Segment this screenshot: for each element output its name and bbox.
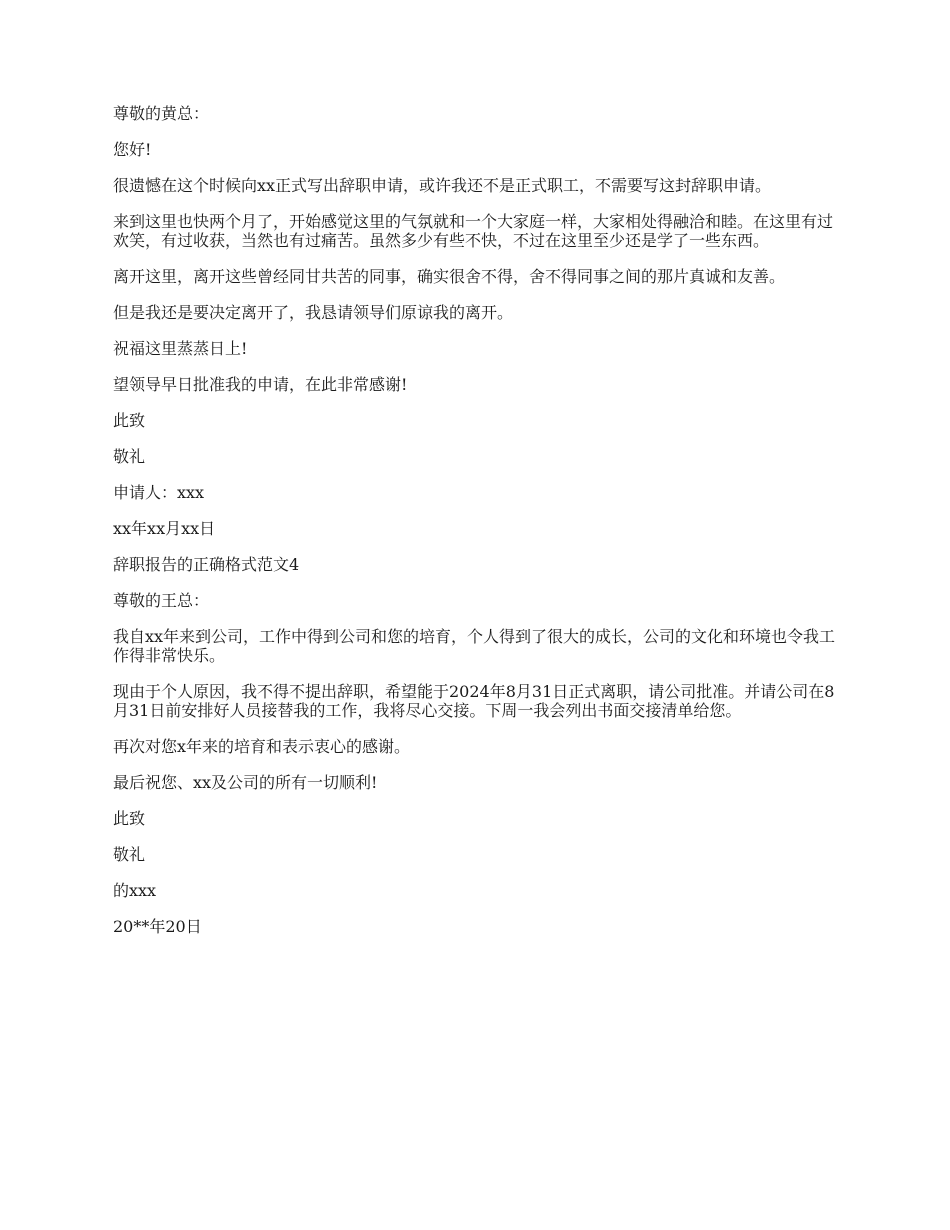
paragraph: 最后祝您、xx及公司的所有一切顺利!	[113, 773, 378, 792]
date: xx年xx月xx日	[113, 519, 216, 538]
salutation-1: 尊敬的黄总：	[113, 104, 210, 123]
paragraph: 来到这里也快两个月了，开始感觉这里的气氛就和一个大家庭一样，大家相处得融洽和睦。在这里有过欢笑，有过收获，当然也有过痛苦。虽然多少有些不快，不过在这里至少还是学了一些东西。	[113, 212, 834, 250]
document-body	[113, 104, 848, 953]
salutation-2: 尊敬的王总：	[113, 591, 210, 610]
greeting: 您好!	[113, 140, 152, 159]
date: 20**年20日	[113, 917, 202, 936]
paragraph: 离开这里，离开这些曾经同甘共苦的同事，确实很舍不得，舍不得同事之间的那片真诚和友善。	[113, 267, 786, 286]
closing: 此致	[113, 411, 146, 430]
closing: 此致	[113, 809, 146, 828]
paragraph: 祝福这里蒸蒸日上!	[113, 339, 248, 358]
paragraph: 望领导早日批准我的申请，在此非常感谢!	[113, 375, 408, 394]
signature: 的xxx	[113, 881, 157, 900]
paragraph: 再次对您x年来的培育和表示衷心的感谢。	[113, 737, 411, 756]
paragraph: 我自xx年来到公司，工作中得到公司和您的培育，个人得到了很大的成长，公司的文化和环境也令我工作得非常快乐。	[113, 627, 836, 665]
signature: 申请人：xxx	[113, 483, 205, 502]
paragraph: 但是我还是要决定离开了，我恳请领导们原谅我的离开。	[113, 303, 514, 322]
paragraph: 现由于个人原因，我不得不提出辞职，希望能于2024年8月31日正式离职，请公司批准。并请公司在8月31日前安排好人员接替我的工作，我将尽心交接。下周一我会列出书面交接清单给您。	[113, 682, 835, 720]
section-heading: 辞职报告的正确格式范文4	[113, 555, 300, 574]
closing: 敬礼	[113, 447, 146, 466]
closing: 敬礼	[113, 845, 146, 864]
paragraph: 很遗憾在这个时候向xx正式写出辞职申请，或许我还不是正式职工，不需要写这封辞职申请。	[113, 176, 772, 195]
